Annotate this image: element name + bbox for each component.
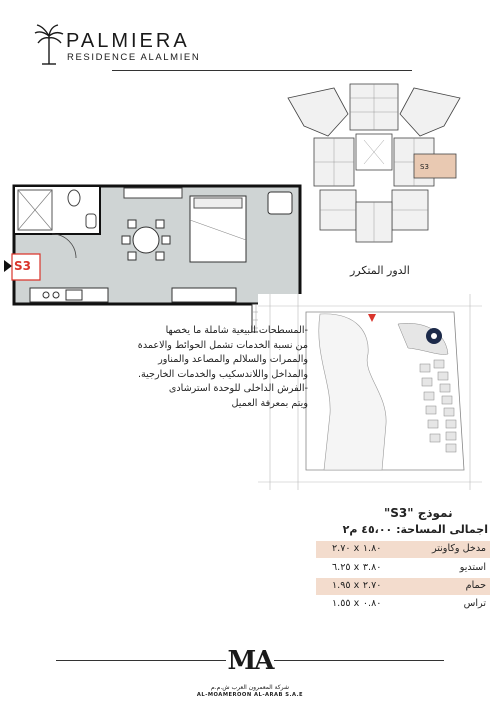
room-label: حمام [465,580,486,591]
unit-model-title: نموذج "S3" [384,506,453,520]
floor-label: الدور المتكرر [350,264,410,277]
company-name-english: AL-MOAMEROON AL-ARAB S.A.E [196,692,304,698]
unit-tag: S3 [14,259,31,273]
room-label: استديو [459,562,486,573]
room-dimensions: ٦.٢٥ x ٣.٨٠ [332,562,382,573]
brand-subtitle: RESIDENCE ALALMIEN [67,52,201,63]
room-label: مدخل وكاونتر [431,543,486,554]
room-dimensions: ١.٥٥ x ٠.٨٠ [332,598,382,609]
total-area: اجمالى المساحة: ٤٥،٠٠ م٢ [342,523,488,536]
company-name-arabic: شركة المعمرون العرب ش.م.م [211,684,289,691]
typical-floor-plan [284,78,464,254]
sales-notes [108,324,308,412]
room-dimensions: ١.٩٥ x ٢.٧٠ [332,580,382,591]
note-line: -المسطحات البيعية شاملة ما يخصها [165,325,308,336]
note-line: -الفرش الداخلى للوحدة استرشادى [168,383,308,395]
header-divider [112,70,412,71]
note-line: والمداخل واللاندسكيب والخدمات الخارجية. [137,368,308,380]
room-label: تراس [463,598,486,609]
footer-divider-right [274,660,444,661]
note-line: ويتم بمعرفة العميل [231,397,308,409]
room-row [316,560,490,577]
room-row [316,578,490,595]
note-line: من نسبة الخدمات تشمل الحوائط والاعمدة [137,339,308,351]
brand-title: PALMIERA [66,30,190,52]
footer-divider-left [56,660,226,661]
company-logo: MA [227,646,273,676]
room-row [316,541,490,558]
note-line: والممرات والسلالم والمصاعد والمناور [158,354,308,366]
room-dimensions: ٢.٧٠ x ١.٨٠ [332,543,382,554]
palm-logo-icon [34,24,64,66]
room-row [316,596,490,613]
floor-unit-tag: S3 [420,163,429,171]
